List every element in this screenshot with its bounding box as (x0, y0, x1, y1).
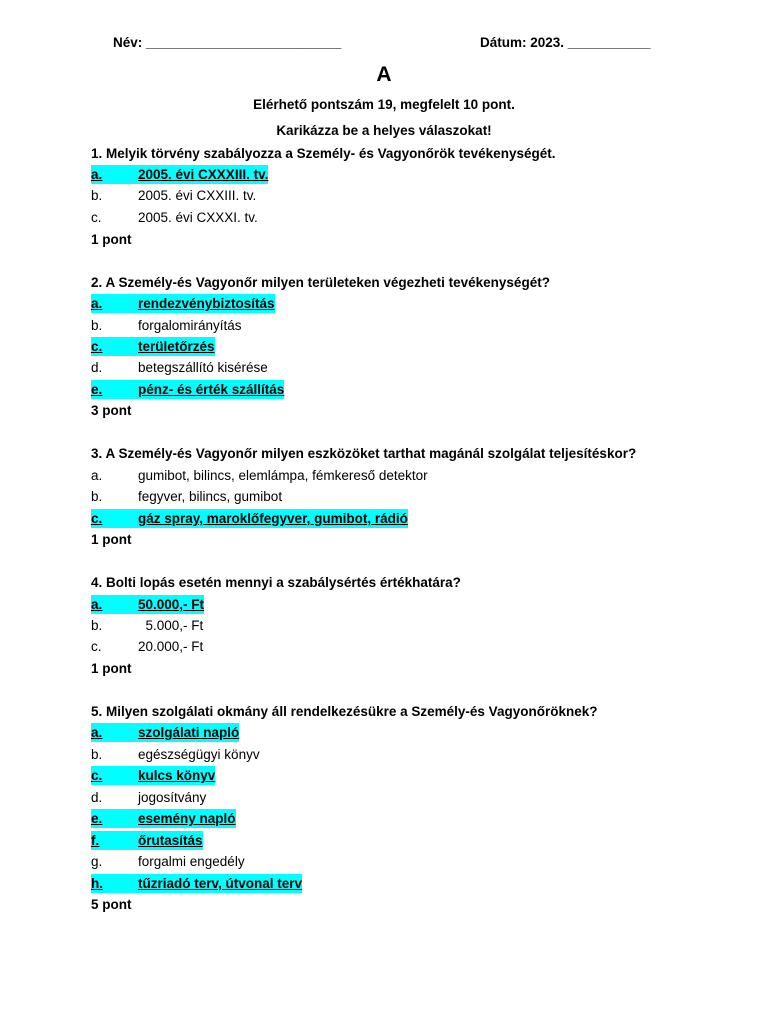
option-text: fegyver, bilincs, gumibot (138, 489, 283, 504)
answer (91, 487, 282, 506)
question-points: 3 pont (91, 403, 132, 418)
answer (91, 852, 245, 871)
option-letter: d. (91, 790, 103, 805)
answer (91, 616, 203, 635)
answer-option[interactable] (91, 487, 282, 506)
answer-correct-highlight (91, 809, 236, 828)
option-text: 5.000,- Ft (138, 618, 204, 633)
answer-option[interactable] (91, 294, 275, 313)
answer-option[interactable] (91, 788, 206, 807)
answer (91, 466, 428, 485)
option-text: 2005. évi CXXXI. tv. (138, 210, 258, 225)
option-letter: e. (91, 811, 103, 826)
option-letter: f. (91, 833, 100, 848)
answer-correct-highlight (91, 165, 268, 184)
answer-correct-highlight (91, 723, 239, 742)
name-field: Név: __________________________ (113, 35, 342, 50)
option-letter: b. (91, 618, 103, 633)
answer-correct-highlight (91, 294, 275, 313)
answer (91, 208, 258, 227)
option-text: esemény napló (138, 811, 236, 826)
answer-correct-highlight (91, 595, 204, 614)
question-points: 1 pont (91, 532, 132, 547)
question-points: 1 pont (91, 661, 132, 676)
option-text: 20.000,- Ft (138, 639, 204, 654)
option-text: forgalomirányítás (138, 318, 242, 333)
question-3: 3. A Személy-és Vagyonőr milyen eszközöket tarthat magánál szolgálat teljesítéskor? (91, 446, 637, 461)
answer-option[interactable] (91, 616, 203, 635)
answer (91, 788, 206, 807)
option-text: 2005. évi CXXIII. tv. (138, 188, 257, 203)
option-letter: b. (91, 489, 103, 504)
answer-correct-highlight (91, 766, 215, 785)
option-letter: a. (91, 597, 103, 612)
option-text: rendezvénybiztosítás (138, 296, 275, 311)
answer (91, 316, 242, 335)
answer-correct-highlight (91, 874, 302, 893)
option-text: pénz- és érték szállítás (138, 382, 285, 397)
option-letter: c. (91, 511, 103, 526)
option-letter: c. (91, 639, 102, 654)
answer-option[interactable] (91, 316, 242, 335)
question-points: 1 pont (91, 232, 132, 247)
points-info: Elérhető pontszám 19, megfelelt 10 pont. (253, 97, 515, 112)
option-text: területőrzés (138, 339, 215, 354)
option-letter: b. (91, 318, 103, 333)
option-letter: c. (91, 768, 103, 783)
option-text: 50.000,- Ft (138, 597, 205, 612)
question-4: 4. Bolti lopás esetén mennyi a szabálysértés értékhatára? (91, 575, 461, 590)
option-text: tűzriadó terv, útvonal terv (138, 876, 303, 891)
answer-option[interactable] (91, 337, 215, 356)
answer-option[interactable] (91, 186, 256, 205)
date-field: Dátum: 2023. ___________ (480, 35, 651, 50)
answer-option[interactable] (91, 208, 258, 227)
option-text: gáz spray, maroklőfegyver, gumibot, rádió (138, 511, 408, 526)
question-5: 5. Milyen szolgálati okmány áll rendelkezésükre a Személy-és Vagyonőröknek? (91, 704, 598, 719)
answer-option[interactable] (91, 466, 428, 485)
answer-option[interactable] (91, 723, 239, 742)
answer-correct-highlight (91, 509, 408, 528)
question-points: 5 pont (91, 897, 132, 912)
instruction: Karikázza be a helyes válaszokat! (276, 123, 492, 138)
answer-correct-highlight (91, 380, 284, 399)
exam-variant: A (376, 63, 392, 86)
option-text: forgalmi engedély (138, 854, 245, 869)
option-text: betegszállító kisérése (138, 360, 268, 375)
answer-option[interactable] (91, 165, 268, 184)
answer (91, 745, 260, 764)
option-letter: a. (91, 167, 103, 182)
option-text: 2005. évi CXXXIII. tv. (138, 167, 269, 182)
answer-option[interactable] (91, 852, 245, 871)
question-1: 1. Melyik törvény szabályozza a Személy- és Vagyonőrök tevékenységét. (91, 146, 556, 161)
option-text: egészségügyi könyv (138, 747, 260, 762)
answer-option[interactable] (91, 380, 284, 399)
answer-option[interactable] (91, 595, 204, 614)
header (0, 35, 768, 55)
option-letter: a. (91, 725, 103, 740)
answer (91, 358, 268, 377)
answer-option[interactable] (91, 745, 260, 764)
answer-option[interactable] (91, 831, 203, 850)
option-letter: b. (91, 747, 103, 762)
answer (91, 637, 203, 656)
option-text: szolgálati napló (138, 725, 240, 740)
option-text: őrutasítás (138, 833, 203, 848)
option-letter: d. (91, 360, 103, 375)
answer-correct-highlight (91, 337, 215, 356)
option-letter: a. (91, 468, 103, 483)
option-letter: g. (91, 854, 103, 869)
option-letter: e. (91, 382, 103, 397)
question-2: 2. A Személy-és Vagyonőr milyen területeken végezheti tevékenységét? (91, 275, 550, 290)
answer-option[interactable] (91, 637, 203, 656)
answer-correct-highlight (91, 831, 203, 850)
option-letter: b. (91, 188, 103, 203)
answer-option[interactable] (91, 809, 236, 828)
answer-option[interactable] (91, 509, 408, 528)
option-letter: h. (91, 876, 103, 891)
answer-option[interactable] (91, 358, 268, 377)
answer-option[interactable] (91, 766, 215, 785)
option-text: kulcs könyv (138, 768, 216, 783)
option-letter: c. (91, 339, 103, 354)
option-letter: c. (91, 210, 102, 225)
answer-option[interactable] (91, 874, 302, 893)
answer (91, 186, 256, 205)
option-text: gumibot, bilincs, elemlámpa, fémkereső detektor (138, 468, 428, 483)
option-letter: a. (91, 296, 103, 311)
option-text: jogosítvány (138, 790, 207, 805)
